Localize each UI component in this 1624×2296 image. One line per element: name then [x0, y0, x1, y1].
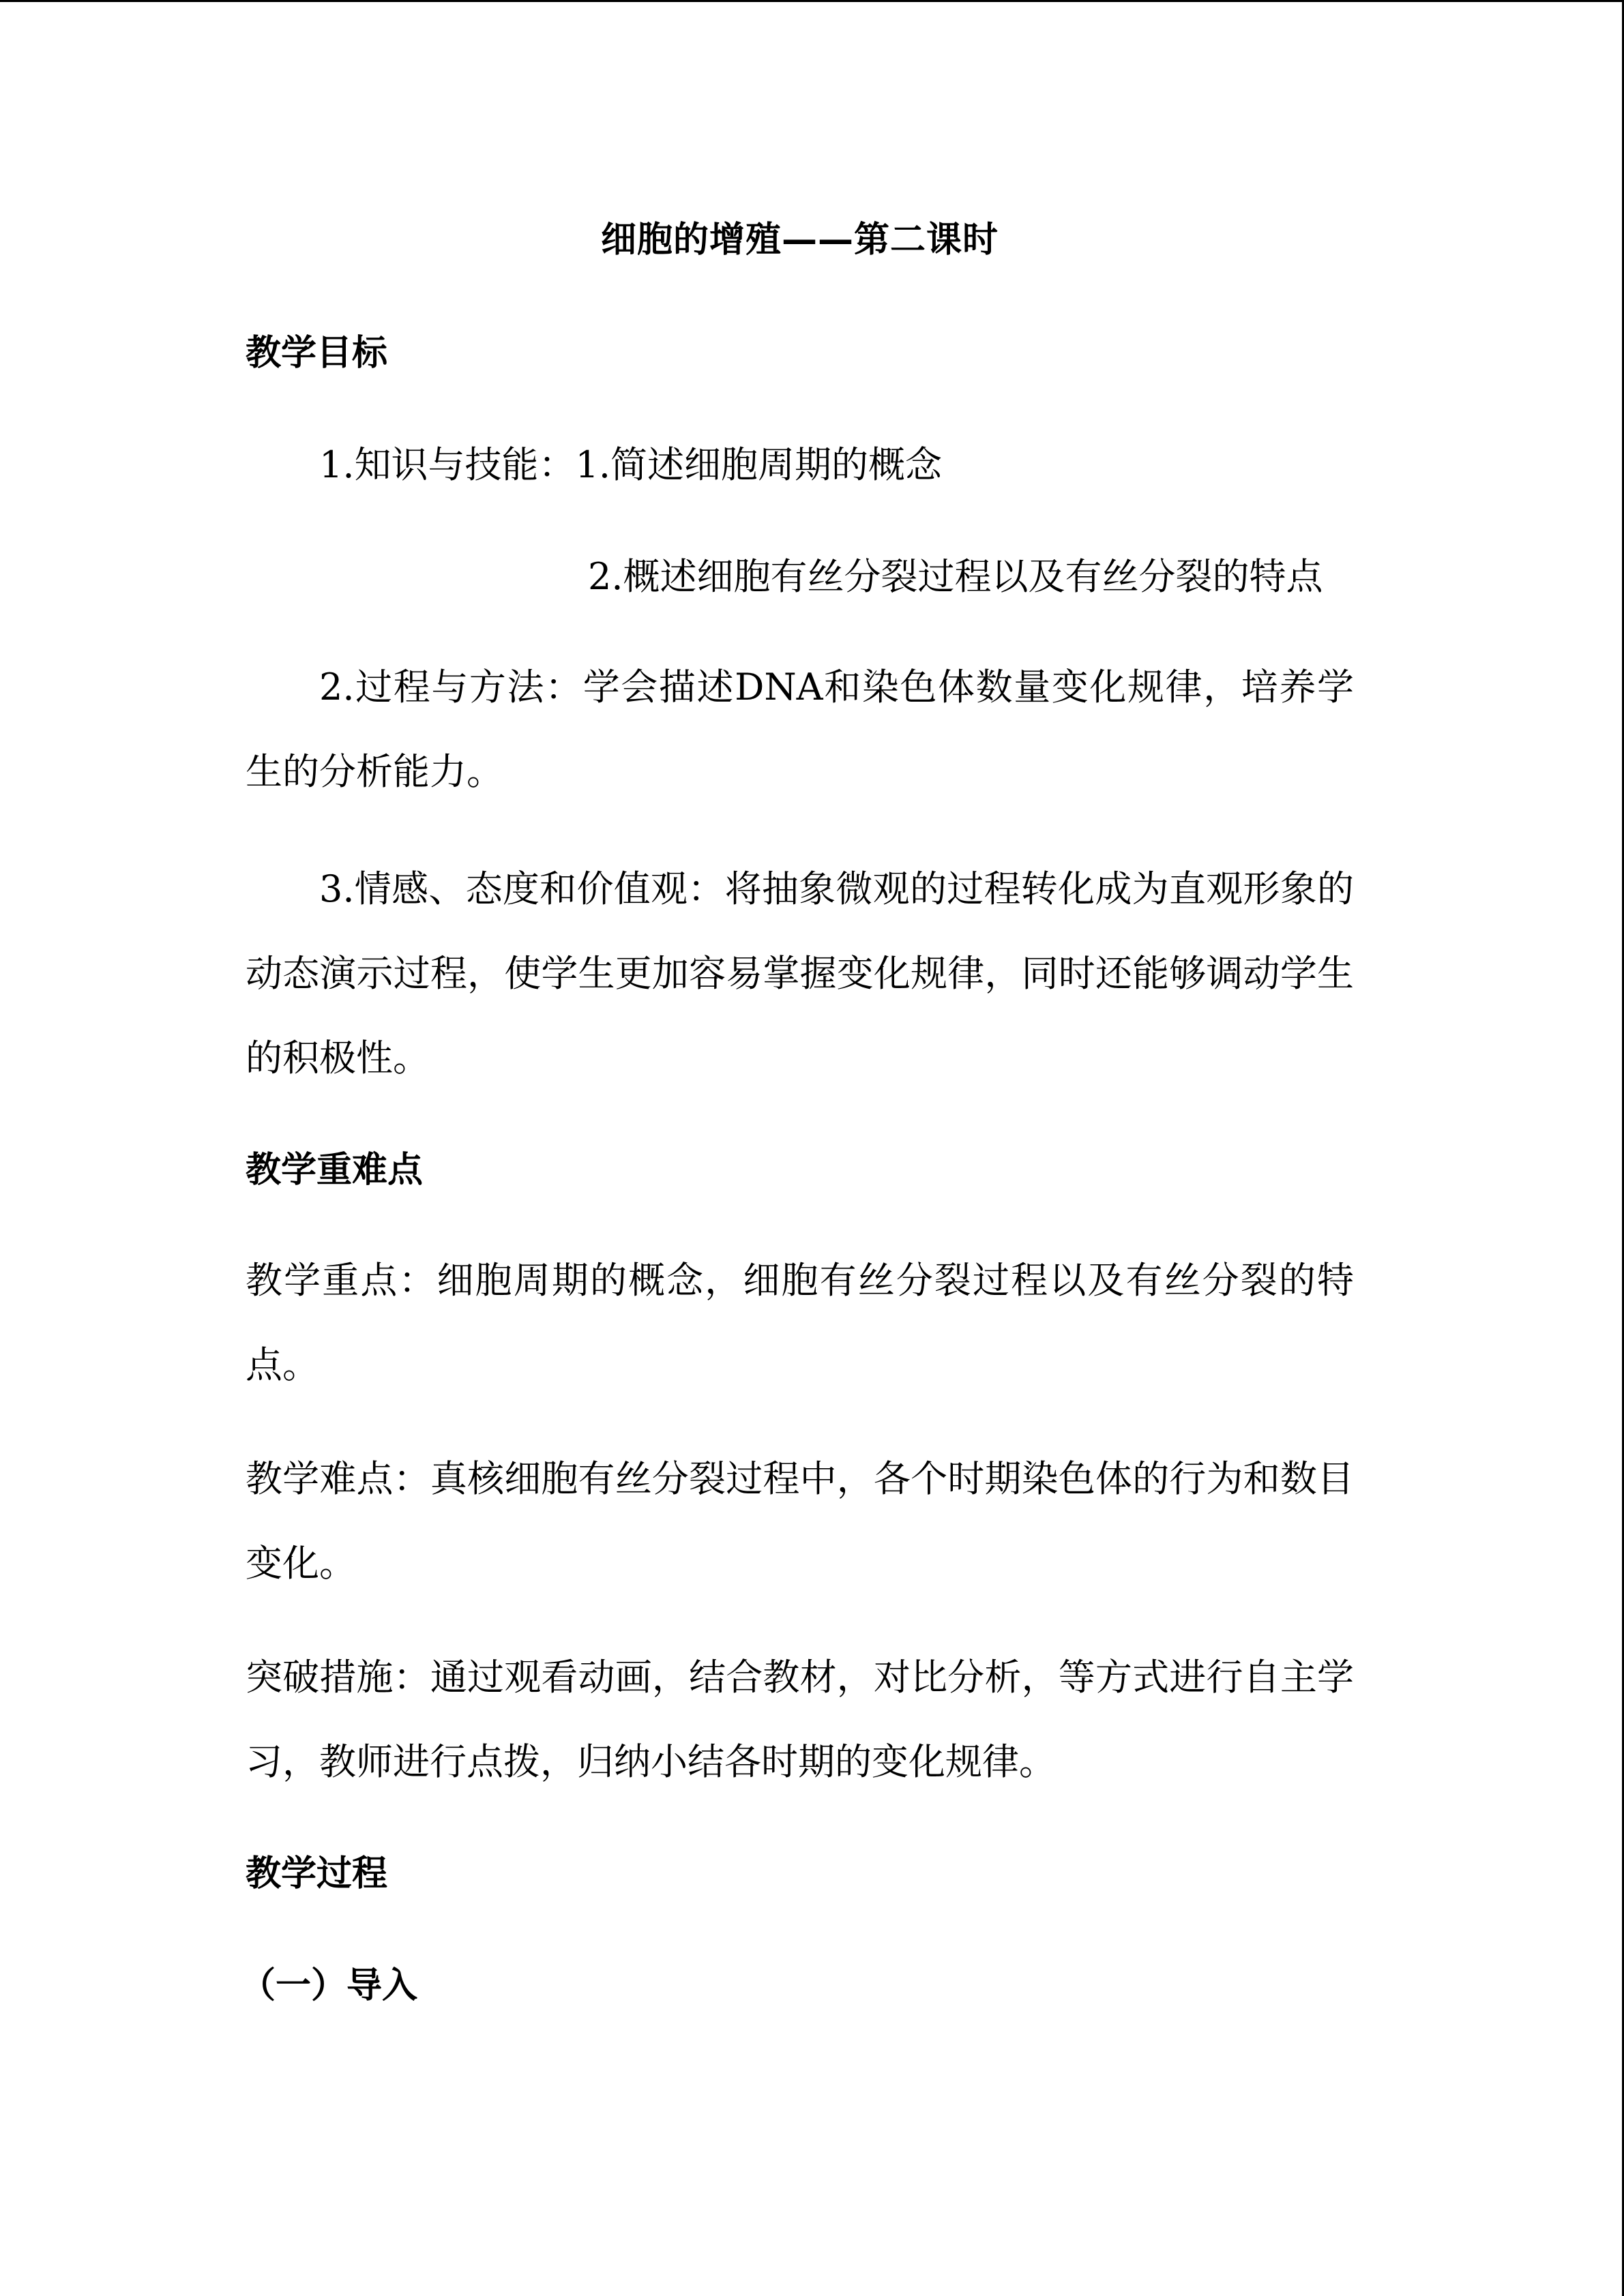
process-heading: 教学过程 [246, 1853, 388, 1894]
intro-heading: （一）导入 [240, 1965, 418, 2006]
objective-1-line-2: 2.概述细胞有丝分裂过程以及有丝分裂的特点 [588, 555, 1323, 598]
objective-2-paragraph: 2.过程与方法：学会描述DNA和染色体数量变化规律，培养学生的分析能力。 [246, 666, 1354, 793]
key-difficult-heading: 教学重难点 [246, 1150, 424, 1191]
objective-1-line-1: 1.知识与技能：1.简述细胞周期的概念 [319, 443, 943, 486]
breakthrough-paragraph: 突破措施：通过观看动画，结合教材，对比分析，等方式进行自主学习，教师进行点拨，归纳小结各时期的变化规律。 [246, 1656, 1354, 1783]
difficult-points-paragraph: 教学难点：真核细胞有丝分裂过程中，各个时期染色体的行为和数目变化。 [246, 1457, 1354, 1585]
document-title: 细胞的增殖——第二课时 [600, 220, 999, 260]
key-points-paragraph: 教学重点：细胞周期的概念，细胞有丝分裂过程以及有丝分裂的特点。 [246, 1259, 1354, 1386]
page-border-top [0, 0, 1624, 2]
objective-3-paragraph: 3.情感、态度和价值观：将抽象微观的过程转化成为直观形象的动态演示过程，使学生更加容易掌握变化规律，同时还能够调动学生的积极性。 [246, 867, 1354, 1079]
objectives-heading: 教学目标 [246, 333, 388, 374]
